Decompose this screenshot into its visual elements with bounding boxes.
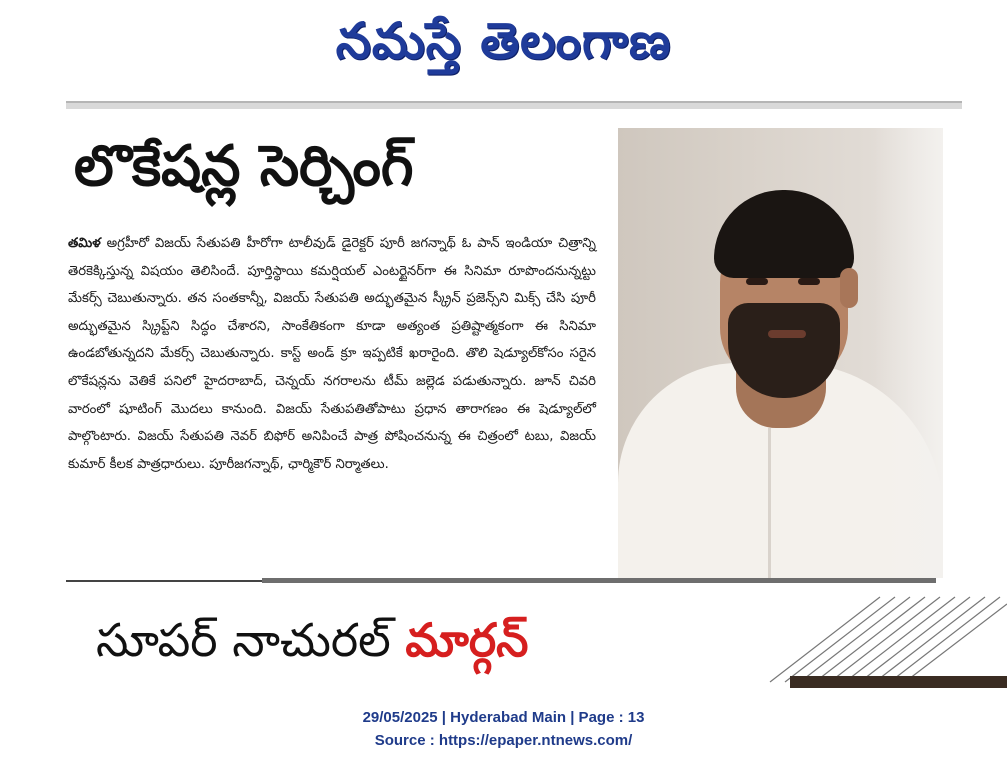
next-headline-part2: మార్గన్	[405, 613, 529, 667]
newspaper-title: నమస్తే తెలంగాణ	[335, 12, 672, 70]
decorative-hatch	[760, 592, 1007, 688]
footer-source-line: Source : https://epaper.ntnews.com/	[374, 732, 633, 749]
bottom-divider-accent	[262, 578, 936, 583]
article-lead-word: తమిళ	[68, 236, 101, 251]
article-headline: లొకేషన్ల సెర్చింగ్	[74, 134, 414, 199]
photo-fade	[873, 128, 943, 578]
photo-ear	[840, 268, 858, 308]
page-footer	[0, 706, 1007, 752]
top-divider-line	[66, 101, 962, 103]
footer-date-line: 29/05/2025 | Hyderabad Main | Page : 13	[362, 709, 645, 726]
photo-right-eye	[798, 278, 820, 285]
article-body	[68, 230, 596, 478]
next-article-headline	[96, 600, 528, 680]
next-headline-part1: సూపర్ నాచురల్	[96, 613, 406, 667]
photo-shirt-fold	[768, 428, 771, 578]
masthead	[0, 0, 1007, 90]
photo-mouth	[768, 330, 806, 338]
article-photo	[618, 128, 943, 578]
article-text: అగ్రహీరో విజయ్ సేతుపతి హీరోగా టాలీవుడ్ డైరెక్టర్ పూరీ జగన్నాథ్ ఓ పాన్ ఇండియా చిత్రాన్ని తెరకెక్కిస్తున్న విషయం తెలిసిందే. పూర్తిస్థాయి కమర్షియల్ ఎంటర్టైనర్‌గా ఈ సినిమా రూపొందనున్నట్టు మేకర్స్ చెబుతున్నారు. తన సంతకాన్నీ, విజయ్ సేతుపతి అద్భుతమైన స్క్రీన్ ప్రజెన్స్‌ని మిక్స్ చేసి పూరీ అద్భుతమైన స్క్రిప్ట్‌ని సిద్ధం చేశారని, సాంకేతికంగా కూడా అత్యంత ప్రతిష్టాత్మకంగా ఈ సినిమా ఉండబోతున్నదని మేకర్స్ చెబుతున్నారు. కాస్ట్ అండ్ క్రూ ఇప్పటికే ఖరారైంది. తొలి షెడ్యూల్‌కోసం సరైన లొకేషన్లను వెతికే పనిలో హైదరాబాద్, చెన్నయ్ నగరాలను టీమ్ జల్లెడ పడుతున్నారు. జూన్ చివరి వారంలో షూటింగ్ మొదలు కానుంది. విజయ్ సేతుపతితోపాటు ప్రధాన తారాగణం ఈ షెడ్యూల్‌లో పాల్గొంటారు. విజయ్ సేతుపతి నెవర్ బిఫోర్ అనిపించే పాత్ర పోషించనున్న ఈ చిత్రంలో టబు, విజయ్ కుమార్ కీలక పాత్రధారులు. పూరీజగన్నాథ్, ఛార్మికౌర్ నిర్మాతలు.	[68, 236, 596, 472]
photo-left-eye	[746, 278, 768, 285]
